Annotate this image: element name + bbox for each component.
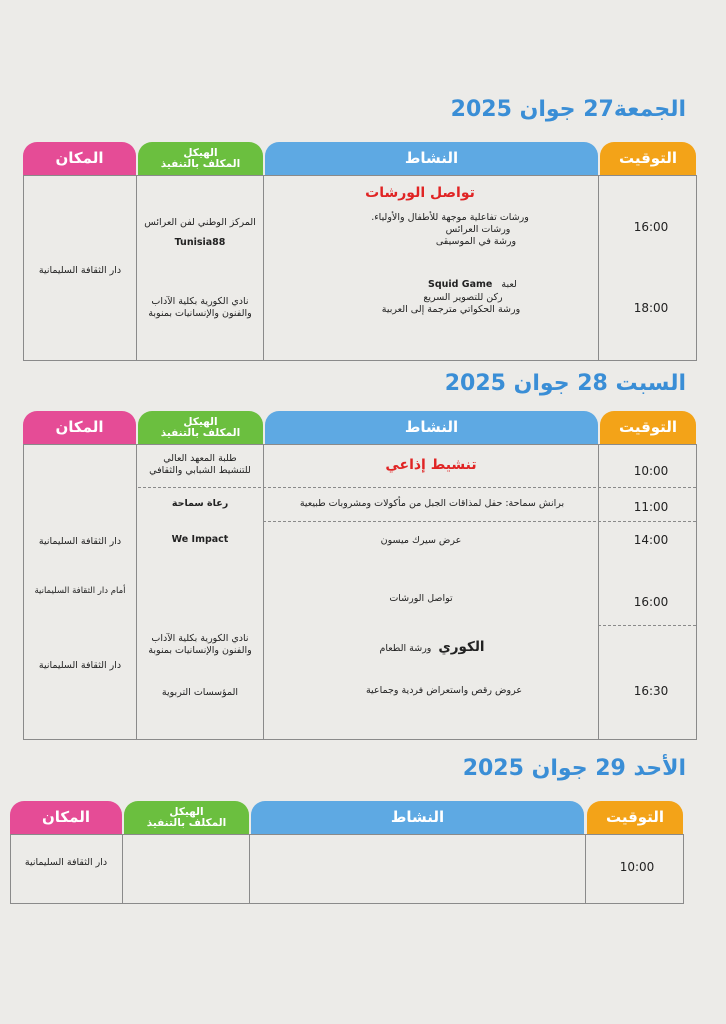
place-header: المكان	[10, 801, 122, 835]
activity-line: ورشات العرائس	[445, 224, 511, 235]
activity-line: تواصل الورشات	[389, 593, 453, 604]
time-cell: 14:00	[633, 533, 669, 547]
activity-header: النشاط	[265, 411, 598, 445]
organizer-cell: نادي الكورية بكلية الآداب	[151, 296, 249, 307]
day3-title: الأحد 29 جوان 2025	[462, 756, 686, 781]
time-cell: 16:30	[633, 684, 669, 698]
time-cell: 16:00	[633, 220, 669, 234]
brand-name: Squid Game	[428, 279, 493, 290]
day3-table-body	[10, 834, 684, 904]
activity-line-prefix: لعبة	[501, 279, 517, 290]
activity-header: النشاط	[251, 801, 584, 835]
organizer-cell: طلبة المعهد العالي	[163, 453, 237, 464]
activity-line-bold: الكوري	[438, 639, 485, 655]
organizer-cell: المركز الوطني لفن العرائس	[144, 217, 256, 228]
place-cell: دار الثقافة السليمانية	[38, 660, 122, 671]
activity-line: عروض رقص واستعراض فردية وجماعية	[365, 685, 523, 696]
organizer-header: الهيكل المكلف بالتنفيذ	[138, 411, 263, 445]
activity-line: ركن للتصوير السريع	[423, 292, 503, 303]
time-cell: 10:00	[633, 464, 669, 478]
organizer-cell: نادي الكورية بكلية الآداب	[151, 633, 249, 644]
activity-highlight: تواصل الورشات	[365, 185, 475, 201]
day1-table-body	[23, 175, 697, 361]
time-header: التوقيت	[600, 142, 696, 176]
place-cell: دار الثقافة السليمانية	[38, 536, 122, 547]
time-header: التوقيت	[600, 411, 696, 445]
day2-title: السبت 28 جوان 2025	[444, 371, 686, 396]
time-cell: 16:00	[633, 595, 669, 609]
day1-title: الجمعة27 جوان 2025	[450, 97, 686, 122]
time-cell: 10:00	[619, 860, 655, 874]
organizer-cell: رعاة سماحة	[171, 498, 229, 509]
activity-line: ورشة الحكواتي مترجمة إلى العربية	[381, 304, 521, 315]
organizer-header: الهيكل المكلف بالتنفيذ	[124, 801, 249, 835]
activity-line: عرض سيرك ميسون	[380, 535, 462, 546]
organizer-header: الهيكل المكلف بالتنفيذ	[138, 142, 263, 176]
activity-highlight: تنشيط إذاعي	[385, 457, 477, 473]
organizer-cell: We Impact	[171, 534, 229, 545]
organizer-cell: والفنون والإنسانيات بمنوبة	[148, 645, 252, 656]
place-header: المكان	[23, 411, 136, 445]
activity-line: ورشة في الموسيقى	[435, 236, 517, 247]
organizer-cell: Tunisia88	[174, 237, 226, 248]
organizer-cell: والفنون والإنسانيات بمنوبة	[148, 308, 252, 319]
organizer-cell: للتنشيط الشبابي والثقافي	[149, 465, 251, 476]
time-header: التوقيت	[587, 801, 683, 835]
place-cell: أمام دار الثقافة السليمانية	[34, 586, 126, 596]
place-cell: دار الثقافة السليمانية	[38, 265, 122, 276]
activity-line: برانش سماحة: حفل لمذاقات الجبل من مأكولات ومشروبات طبيعية	[299, 498, 565, 509]
place-cell: دار الثقافة السليمانية	[24, 857, 108, 868]
activity-line: ورشات تفاعلية موجهة للأطفال والأولياء.	[371, 212, 529, 223]
activity-line	[379, 639, 484, 655]
organizer-cell: المؤسسات التربوية	[161, 687, 239, 698]
activity-header: النشاط	[265, 142, 598, 176]
activity-line-prefix: ورشة الطعام	[379, 643, 432, 654]
activity-line	[428, 279, 517, 290]
place-header: المكان	[23, 142, 136, 176]
time-cell: 18:00	[633, 301, 669, 315]
time-cell: 11:00	[633, 500, 669, 514]
